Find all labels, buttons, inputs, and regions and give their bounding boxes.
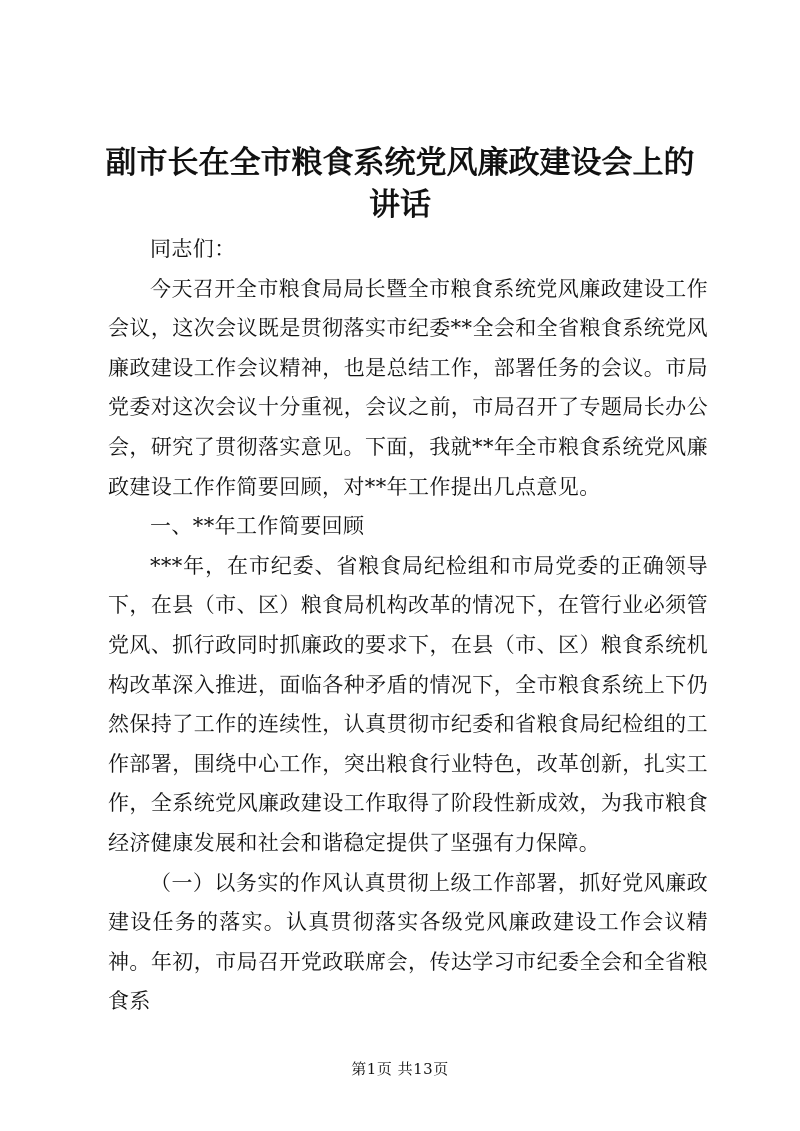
section-heading: 一、**年工作简要回顾	[150, 514, 365, 539]
document-title: 副市长在全市粮食系统党风廉政建设会上的讲话	[105, 145, 695, 223]
review-paragraph: ***年，在市纪委、省粮食局纪检组和市局党委的正确领导下，在县（市、区）粮食局机构改革的情况下，在管行业必须管党风、抓行政同时抓廉政的要求下，在县（市、区）粮食系统机构改革深入推进，面临各种矛盾的情况下，全市粮食系统上下仍然保持了工作的连续性，认真贯彻市纪委和省粮食局纪检组的工作部署，围绕中心工作，突出粮食行业特色，改革创新，扎实工作，全系统党风廉政建设工作取得了阶段性新成效，为我市粮食经济健康发展和社会和谐稳定提供了坚强有力保障。	[108, 553, 708, 855]
salutation-paragraph: 同志们：	[150, 237, 236, 261]
subsection-paragraph: （一）以务实的作风认真贯彻上级工作部署，抓好党风廉政建设任务的落实。认真贯彻落实各级党风廉政建设工作会议精神。年初，市局召开党政联席会，传达学习市纪委全会和全省粮食系	[108, 870, 708, 1014]
page-number-footer: 第1页 共13页	[351, 1060, 449, 1078]
intro-paragraph: 今天召开全市粮食局局长暨全市粮食系统党风廉政建设工作会议，这次会议既是贯彻落实市纪委**全会和全省粮食系统党风廉政建设工作会议精神，也是总结工作，部署任务的会议。市局党委对这次会议十分重视，会议之前，市局召开了专题局长办公会，研究了贯彻落实意见。下面，我就**年全市粮食系统党风廉政建设工作作简要回顾，对**年工作提出几点意见。	[108, 276, 708, 499]
document-body	[108, 230, 708, 1022]
